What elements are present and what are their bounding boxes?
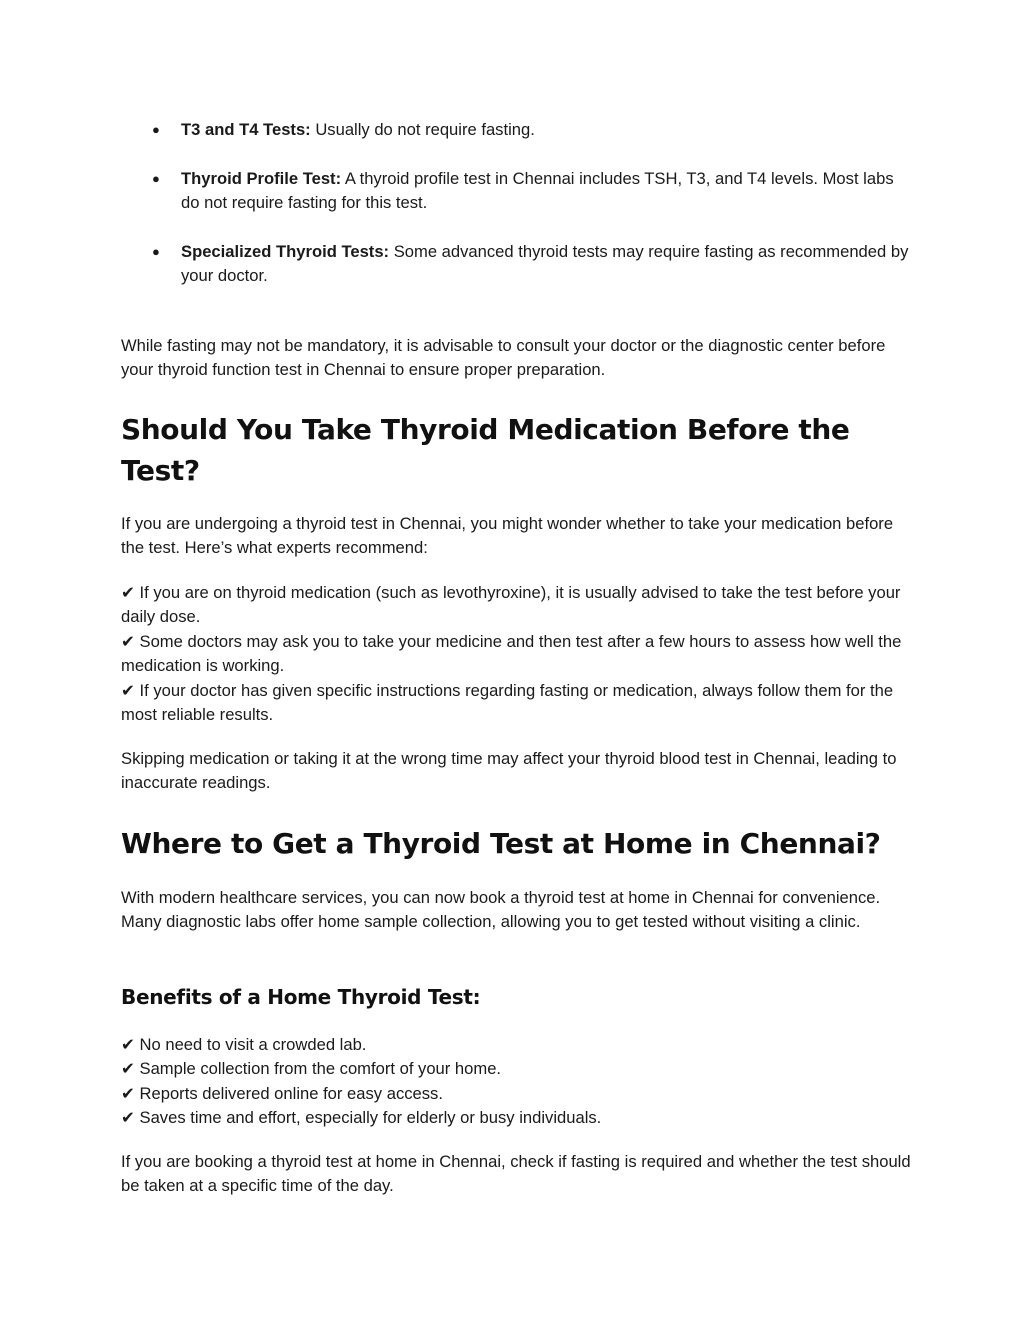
bullet-marker: ●	[152, 170, 160, 186]
check-item: ✔ Sample collection from the comfort of your home.	[121, 1059, 502, 1079]
check-item: ✔ Some doctors may ask you to take your medicine and then test after a few hours to assess how well the medication is working.	[121, 631, 902, 676]
home-section-heading: Where to Get a Thyroid Test at Home in Chennai?	[121, 827, 881, 860]
check-item: ✔ Saves time and effort, especially for elderly or busy individuals.	[121, 1108, 602, 1128]
medication-intro-paragraph: If you are undergoing a thyroid test in Chennai, you might wonder whether to take your medication before the test. Here’s what experts recommend:	[121, 514, 894, 558]
check-item: ✔ If you are on thyroid medication (such as levothyroxine), it is usually advised to take the test before your daily dose.	[121, 583, 901, 627]
bullet-text: Usually do not require fasting.	[310, 120, 535, 139]
bullet-text: Some advanced thyroid tests may require fasting as recommended by your doctor.	[181, 242, 909, 286]
medication-section-heading: Should You Take Thyroid Medication Before the Test?	[121, 413, 850, 487]
bullet-title: T3 and T4 Tests:	[181, 120, 311, 139]
fasting-note-paragraph: While fasting may not be mandatory, it is advisable to consult your doctor or the diagnostic center before your thyroid function test in Chennai to ensure proper preparation.	[121, 336, 886, 380]
fasting-bullet-list	[121, 118, 911, 313]
medication-checklist	[121, 581, 911, 727]
bullet-title: Thyroid Profile Test:	[181, 168, 342, 188]
home-intro-paragraph: With modern healthcare services, you can now book a thyroid test at home in Chennai for convenience. Many diagnostic labs offer home sample collection, allowing you to get tested without visiting a clinic.	[121, 888, 881, 932]
bullet-marker: ●	[152, 244, 160, 259]
bullet-text: A thyroid profile test in Chennai includes TSH, T3, and T4 levels. Most labs do not require fasting for this test.	[181, 168, 894, 213]
bullet-marker: ●	[152, 122, 160, 137]
benefits-subheading: Benefits of a Home Thyroid Test:	[121, 985, 481, 1009]
list-item	[121, 167, 911, 216]
list-item	[121, 240, 911, 289]
check-item: ✔ If your doctor has given specific instructions regarding fasting or medication, always follow them for the most reliable results.	[121, 680, 894, 725]
home-note-paragraph: If you are booking a thyroid test at home in Chennai, check if fasting is required and whether the test should be taken at a specific time of the day.	[121, 1152, 911, 1196]
list-item	[121, 118, 911, 142]
check-item: ✔ No need to visit a crowded lab.	[121, 1035, 367, 1054]
check-item: ✔ Reports delivered online for easy access.	[121, 1083, 443, 1103]
bullet-title: Specialized Thyroid Tests:	[181, 242, 390, 261]
medication-note-paragraph: Skipping medication or taking it at the wrong time may affect your thyroid blood test in Chennai, leading to inaccurate readings.	[121, 749, 897, 793]
benefits-checklist	[121, 1033, 911, 1131]
